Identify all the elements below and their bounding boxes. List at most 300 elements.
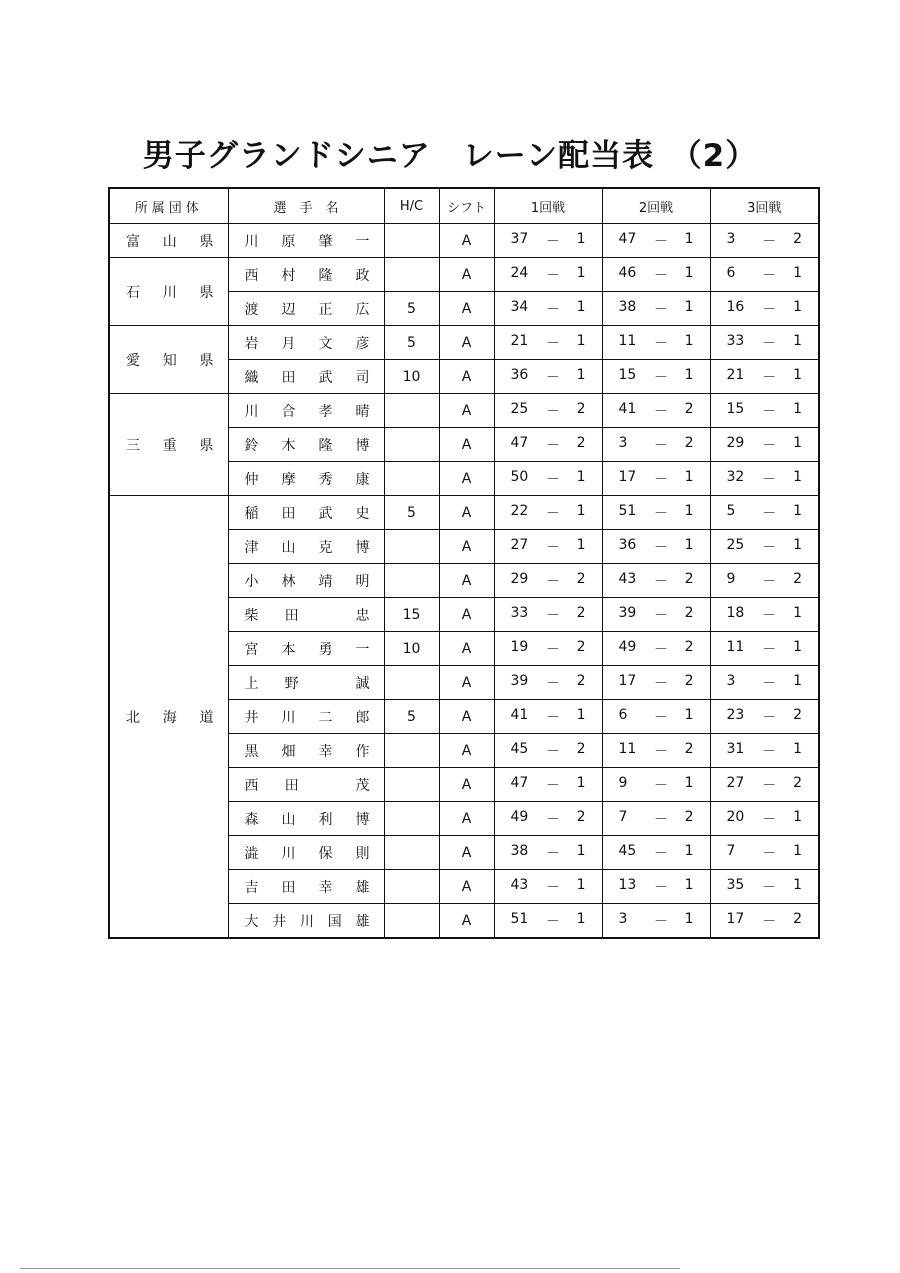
- game3-cell: [710, 292, 819, 326]
- game3-cell-position: 1: [793, 502, 802, 519]
- game1-cell-lane: 38: [510, 842, 529, 859]
- game1-cell-dash: －: [546, 403, 560, 420]
- game1-cell: [494, 326, 602, 360]
- game2-cell-lane: 51: [618, 502, 637, 519]
- game3-cell-dash: －: [762, 539, 777, 556]
- game1-cell-lane: 36: [510, 366, 529, 383]
- game3-cell-position: 1: [793, 434, 802, 451]
- hc-cell: [384, 224, 439, 258]
- game3-cell-lane: 35: [726, 876, 745, 893]
- game3-cell-lane: 11: [726, 638, 745, 655]
- game1-cell-position: 1: [576, 910, 586, 927]
- game2-cell: [602, 224, 710, 258]
- shift-cell: A: [439, 394, 494, 428]
- player-name-text: 吉 田 幸 雄: [244, 879, 370, 896]
- header-game2: 2回戦: [602, 188, 710, 224]
- player-name: [228, 258, 384, 292]
- shift-cell: A: [439, 360, 494, 394]
- player-name-text: 川 合 孝 晴: [244, 403, 370, 420]
- game1-cell: [494, 428, 602, 462]
- prefecture-name: 北 海 道: [126, 709, 214, 726]
- shift-cell: A: [439, 870, 494, 904]
- game2-cell-dash: －: [654, 811, 668, 828]
- game1-cell-position: 2: [576, 638, 586, 655]
- game1-cell-dash: －: [546, 913, 560, 930]
- game2-cell-lane: 15: [618, 366, 637, 383]
- game2-cell-dash: －: [654, 709, 668, 726]
- player-name: [228, 870, 384, 904]
- game3-cell-position: 1: [793, 366, 802, 383]
- game1-cell: [494, 258, 602, 292]
- game3-cell: [710, 496, 819, 530]
- game3-cell: [710, 326, 819, 360]
- game1-cell-lane: 51: [510, 910, 529, 927]
- game1-cell-lane: 41: [510, 706, 529, 723]
- player-name: [228, 462, 384, 496]
- game1-cell-position: 1: [576, 468, 586, 485]
- game3-cell-dash: －: [762, 437, 777, 454]
- shift-cell: A: [439, 836, 494, 870]
- table-row: [109, 394, 819, 428]
- prefecture-name: 富 山 県: [126, 233, 214, 250]
- game1-cell-lane: 21: [510, 332, 529, 349]
- game3-cell-lane: 3: [726, 672, 736, 689]
- player-name: [228, 530, 384, 564]
- game2-cell: [602, 904, 710, 939]
- game1-cell-lane: 47: [510, 434, 529, 451]
- game3-cell-dash: －: [762, 879, 777, 896]
- game1-cell-dash: －: [546, 301, 560, 318]
- game2-cell-lane: 3: [618, 910, 628, 927]
- game2-cell-dash: －: [654, 879, 668, 896]
- game1-cell: [494, 700, 602, 734]
- game2-cell-dash: －: [654, 301, 668, 318]
- hc-cell: [384, 802, 439, 836]
- game2-cell-dash: －: [654, 675, 668, 692]
- hc-cell: [384, 734, 439, 768]
- game2-cell-position: 2: [684, 638, 694, 655]
- player-name-text: 井 川 二 郎: [244, 709, 370, 726]
- player-name-text: 黒 畑 幸 作: [244, 743, 370, 760]
- game2-cell-lane: 6: [618, 706, 628, 723]
- game1-cell-position: 1: [576, 774, 586, 791]
- game2-cell: [602, 394, 710, 428]
- game3-cell-lane: 9: [726, 570, 736, 587]
- game3-cell: [710, 870, 819, 904]
- player-name: [228, 836, 384, 870]
- game2-cell-dash: －: [654, 641, 668, 658]
- game1-cell-dash: －: [546, 369, 560, 386]
- shift-cell: A: [439, 564, 494, 598]
- game3-cell-dash: －: [762, 743, 777, 760]
- game1-cell: [494, 564, 602, 598]
- game3-cell-position: 1: [793, 298, 802, 315]
- game3-cell-position: 1: [793, 740, 802, 757]
- game3-cell-lane: 20: [726, 808, 745, 825]
- player-name-text: 鈴 木 隆 博: [244, 437, 370, 454]
- shift-cell: A: [439, 632, 494, 666]
- game1-cell-position: 1: [576, 536, 586, 553]
- game3-cell: [710, 224, 819, 258]
- player-name-text: 森 山 利 博: [244, 811, 370, 828]
- game2-cell: [602, 292, 710, 326]
- prefecture-cell: [109, 394, 228, 496]
- shift-cell: A: [439, 768, 494, 802]
- game3-cell: [710, 802, 819, 836]
- game1-cell-lane: 49: [510, 808, 529, 825]
- player-name: [228, 326, 384, 360]
- game2-cell-position: 1: [684, 468, 694, 485]
- game2-cell: [602, 496, 710, 530]
- hc-cell: 15: [384, 598, 439, 632]
- header-shift: シフト: [439, 188, 494, 224]
- game3-cell-lane: 6: [726, 264, 736, 281]
- game3-cell-lane: 15: [726, 400, 745, 417]
- prefecture-cell: [109, 326, 228, 394]
- game2-cell-lane: 39: [618, 604, 637, 621]
- hc-cell: [384, 666, 439, 700]
- game2-cell-lane: 17: [618, 672, 637, 689]
- game3-cell: [710, 462, 819, 496]
- game1-cell-lane: 43: [510, 876, 529, 893]
- game3-cell-position: 1: [793, 672, 802, 689]
- game1-cell-lane: 29: [510, 570, 529, 587]
- player-name: [228, 734, 384, 768]
- game1-cell-lane: 37: [510, 230, 529, 247]
- game1-cell-dash: －: [546, 607, 560, 624]
- game2-cell: [602, 530, 710, 564]
- game1-cell-position: 1: [576, 366, 586, 383]
- player-name-text: 川 原 肇 一: [244, 233, 370, 250]
- game2-cell-lane: 7: [618, 808, 628, 825]
- game3-cell-dash: －: [762, 301, 777, 318]
- game1-cell-dash: －: [546, 539, 560, 556]
- game1-cell-dash: －: [546, 811, 560, 828]
- player-name-text: 上 野 誠: [244, 675, 370, 692]
- game2-cell-lane: 43: [618, 570, 637, 587]
- game2-cell-dash: －: [654, 335, 668, 352]
- game3-cell-position: 1: [793, 876, 802, 893]
- game2-cell: [602, 700, 710, 734]
- player-name-text: 岩 月 文 彦: [244, 335, 370, 352]
- player-name-text: 稲 田 武 史: [244, 505, 370, 522]
- game3-cell: [710, 632, 819, 666]
- player-name-text: 仲 摩 秀 康: [244, 471, 370, 488]
- game2-cell-position: 1: [684, 774, 694, 791]
- game3-cell-dash: －: [762, 675, 777, 692]
- player-name-text: 宮 本 勇 一: [244, 641, 370, 658]
- game1-cell-dash: －: [546, 879, 560, 896]
- game3-cell-position: 1: [793, 400, 802, 417]
- game1-cell-position: 1: [576, 230, 586, 247]
- game3-cell-lane: 21: [726, 366, 745, 383]
- game1-cell: [494, 632, 602, 666]
- game1-cell-lane: 39: [510, 672, 529, 689]
- game3-cell-position: 2: [793, 230, 802, 247]
- game1-cell-dash: －: [546, 641, 560, 658]
- game3-cell: [710, 768, 819, 802]
- game2-cell-position: 2: [684, 808, 694, 825]
- lane-assignment-table: [108, 187, 820, 939]
- shift-cell: A: [439, 598, 494, 632]
- player-name-text: 西 村 隆 政: [244, 267, 370, 284]
- game3-cell-dash: －: [762, 709, 777, 726]
- game2-cell: [602, 564, 710, 598]
- game1-cell-lane: 22: [510, 502, 529, 519]
- game2-cell-dash: －: [654, 845, 668, 862]
- game1-cell-lane: 47: [510, 774, 529, 791]
- game2-cell: [602, 632, 710, 666]
- player-name: [228, 394, 384, 428]
- game1-cell-lane: 34: [510, 298, 529, 315]
- game1-cell-dash: －: [546, 675, 560, 692]
- game1-cell-position: 2: [576, 400, 586, 417]
- game2-cell-lane: 3: [618, 434, 628, 451]
- game1-cell: [494, 870, 602, 904]
- game1-cell: [494, 836, 602, 870]
- game3-cell-dash: －: [762, 641, 777, 658]
- game1-cell-lane: 19: [510, 638, 529, 655]
- player-name: [228, 632, 384, 666]
- game1-cell-position: 1: [576, 706, 586, 723]
- page-title: 男子グランドシニア レーン配当表 （2）: [142, 138, 758, 174]
- prefecture-name: 三 重 県: [126, 437, 214, 454]
- game2-cell-dash: －: [654, 403, 668, 420]
- shift-cell: A: [439, 666, 494, 700]
- hc-cell: [384, 428, 439, 462]
- game2-cell-position: 1: [684, 264, 694, 281]
- game2-cell-lane: 41: [618, 400, 637, 417]
- hc-cell: [384, 870, 439, 904]
- game1-cell-dash: －: [546, 471, 560, 488]
- game2-cell: [602, 870, 710, 904]
- game1-cell-dash: －: [546, 845, 560, 862]
- player-name-text: 柴 田 忠: [244, 607, 370, 624]
- game2-cell-lane: 11: [618, 740, 637, 757]
- shift-cell: A: [439, 428, 494, 462]
- game2-cell-position: 1: [684, 502, 694, 519]
- header-hc: H/C: [384, 188, 439, 224]
- game3-cell: [710, 564, 819, 598]
- hc-cell: 5: [384, 292, 439, 326]
- game3-cell-dash: －: [762, 267, 777, 284]
- game2-cell-lane: 45: [618, 842, 637, 859]
- game1-cell: [494, 530, 602, 564]
- game3-cell: [710, 836, 819, 870]
- shift-cell: A: [439, 258, 494, 292]
- game2-cell-position: 2: [684, 400, 694, 417]
- game2-cell: [602, 428, 710, 462]
- game3-cell-position: 1: [793, 638, 802, 655]
- hc-cell: [384, 530, 439, 564]
- game2-cell: [602, 326, 710, 360]
- table-row: [109, 258, 819, 292]
- player-name-text: 渡 辺 正 広: [244, 301, 370, 318]
- game3-cell-dash: －: [762, 573, 777, 590]
- player-name: [228, 496, 384, 530]
- game2-cell-lane: 11: [618, 332, 637, 349]
- game1-cell-lane: 50: [510, 468, 529, 485]
- game1-cell-dash: －: [546, 437, 560, 454]
- player-name: [228, 904, 384, 939]
- game2-cell-dash: －: [654, 267, 668, 284]
- game3-cell: [710, 598, 819, 632]
- game1-cell: [494, 734, 602, 768]
- game1-cell: [494, 598, 602, 632]
- game1-cell-lane: 25: [510, 400, 529, 417]
- game1-cell-dash: －: [546, 777, 560, 794]
- game2-cell-lane: 36: [618, 536, 637, 553]
- game1-cell-lane: 33: [510, 604, 529, 621]
- hc-cell: 5: [384, 326, 439, 360]
- shift-cell: A: [439, 292, 494, 326]
- game1-cell: [494, 768, 602, 802]
- game2-cell-dash: －: [654, 607, 668, 624]
- game1-cell: [494, 496, 602, 530]
- game1-cell: [494, 224, 602, 258]
- prefecture-name: 愛 知 県: [126, 352, 214, 369]
- game1-cell-dash: －: [546, 505, 560, 522]
- game3-cell-position: 2: [793, 706, 802, 723]
- table-row: [109, 326, 819, 360]
- game3-cell-position: 2: [793, 570, 802, 587]
- game2-cell-lane: 47: [618, 230, 637, 247]
- game3-cell-lane: 17: [726, 910, 745, 927]
- game1-cell-dash: －: [546, 233, 560, 250]
- game1-cell-lane: 27: [510, 536, 529, 553]
- game2-cell-lane: 9: [618, 774, 628, 791]
- player-name: [228, 360, 384, 394]
- game2-cell-position: 1: [684, 332, 694, 349]
- prefecture-cell: [109, 258, 228, 326]
- game2-cell-position: 1: [684, 366, 694, 383]
- game2-cell-position: 2: [684, 740, 694, 757]
- hc-cell: 5: [384, 700, 439, 734]
- table-row: [109, 224, 819, 258]
- hc-cell: 10: [384, 360, 439, 394]
- game3-cell-dash: －: [762, 777, 777, 794]
- game2-cell-dash: －: [654, 233, 668, 250]
- game3-cell-lane: 27: [726, 774, 745, 791]
- game3-cell-dash: －: [762, 845, 777, 862]
- game3-cell: [710, 258, 819, 292]
- game1-cell-position: 1: [576, 502, 586, 519]
- hc-cell: 10: [384, 632, 439, 666]
- shift-cell: A: [439, 326, 494, 360]
- game1-cell: [494, 394, 602, 428]
- game3-cell-lane: 33: [726, 332, 745, 349]
- shift-cell: A: [439, 734, 494, 768]
- game2-cell-position: 2: [684, 672, 694, 689]
- game3-cell-position: 1: [793, 808, 802, 825]
- game3-cell: [710, 700, 819, 734]
- game1-cell-position: 1: [576, 842, 586, 859]
- game3-cell-lane: 29: [726, 434, 745, 451]
- game3-cell-dash: －: [762, 913, 777, 930]
- game3-cell-dash: －: [762, 471, 777, 488]
- player-name: [228, 700, 384, 734]
- player-name-text: 大 井 川 国 雄: [244, 913, 370, 930]
- shift-cell: A: [439, 700, 494, 734]
- game2-cell-position: 2: [684, 434, 694, 451]
- game3-cell-dash: －: [762, 505, 777, 522]
- game1-cell-position: 1: [576, 332, 586, 349]
- game3-cell-position: 1: [793, 604, 802, 621]
- shift-cell: A: [439, 802, 494, 836]
- player-name: [228, 598, 384, 632]
- game2-cell-lane: 17: [618, 468, 637, 485]
- game1-cell-position: 2: [576, 604, 586, 621]
- player-name-text: 小 林 靖 明: [244, 573, 370, 590]
- game3-cell: [710, 428, 819, 462]
- game1-cell-dash: －: [546, 743, 560, 760]
- game1-cell: [494, 666, 602, 700]
- hc-cell: [384, 394, 439, 428]
- game2-cell-position: 1: [684, 910, 694, 927]
- game2-cell-lane: 13: [618, 876, 637, 893]
- game3-cell-lane: 7: [726, 842, 736, 859]
- prefecture-name: 石 川 県: [126, 284, 214, 301]
- game1-cell-position: 2: [576, 740, 586, 757]
- game3-cell: [710, 394, 819, 428]
- game3-cell: [710, 360, 819, 394]
- game3-cell: [710, 904, 819, 939]
- game1-cell: [494, 360, 602, 394]
- table-body: [109, 224, 819, 939]
- game2-cell-position: 1: [684, 876, 694, 893]
- header-game3: 3回戦: [710, 188, 819, 224]
- player-name-text: 織 田 武 司: [244, 369, 370, 386]
- game1-cell-position: 2: [576, 434, 586, 451]
- game1-cell: [494, 802, 602, 836]
- header-game1: 1回戦: [494, 188, 602, 224]
- player-name: [228, 428, 384, 462]
- game1-cell-dash: －: [546, 267, 560, 284]
- game1-cell-dash: －: [546, 709, 560, 726]
- game2-cell-lane: 38: [618, 298, 637, 315]
- player-name: [228, 292, 384, 326]
- game1-cell-dash: －: [546, 573, 560, 590]
- game3-cell-dash: －: [762, 607, 777, 624]
- game3-cell-dash: －: [762, 811, 777, 828]
- player-name-text: 澁 川 保 則: [244, 845, 370, 862]
- game2-cell-position: 1: [684, 842, 694, 859]
- game3-cell: [710, 734, 819, 768]
- game3-cell-lane: 25: [726, 536, 745, 553]
- game1-cell: [494, 904, 602, 939]
- game3-cell-lane: 23: [726, 706, 745, 723]
- game3-cell-position: 1: [793, 264, 802, 281]
- shift-cell: A: [439, 496, 494, 530]
- game3-cell: [710, 666, 819, 700]
- game3-cell-dash: －: [762, 403, 777, 420]
- player-name: [228, 802, 384, 836]
- shift-cell: A: [439, 904, 494, 939]
- game3-cell-lane: 32: [726, 468, 745, 485]
- prefecture-cell: [109, 496, 228, 939]
- game2-cell-lane: 46: [618, 264, 637, 281]
- shift-cell: A: [439, 224, 494, 258]
- game2-cell: [602, 734, 710, 768]
- game1-cell: [494, 292, 602, 326]
- player-name: [228, 564, 384, 598]
- game1-cell: [494, 462, 602, 496]
- game2-cell-dash: －: [654, 369, 668, 386]
- game1-cell-position: 1: [576, 298, 586, 315]
- game2-cell: [602, 462, 710, 496]
- hc-cell: [384, 564, 439, 598]
- game2-cell-position: 1: [684, 298, 694, 315]
